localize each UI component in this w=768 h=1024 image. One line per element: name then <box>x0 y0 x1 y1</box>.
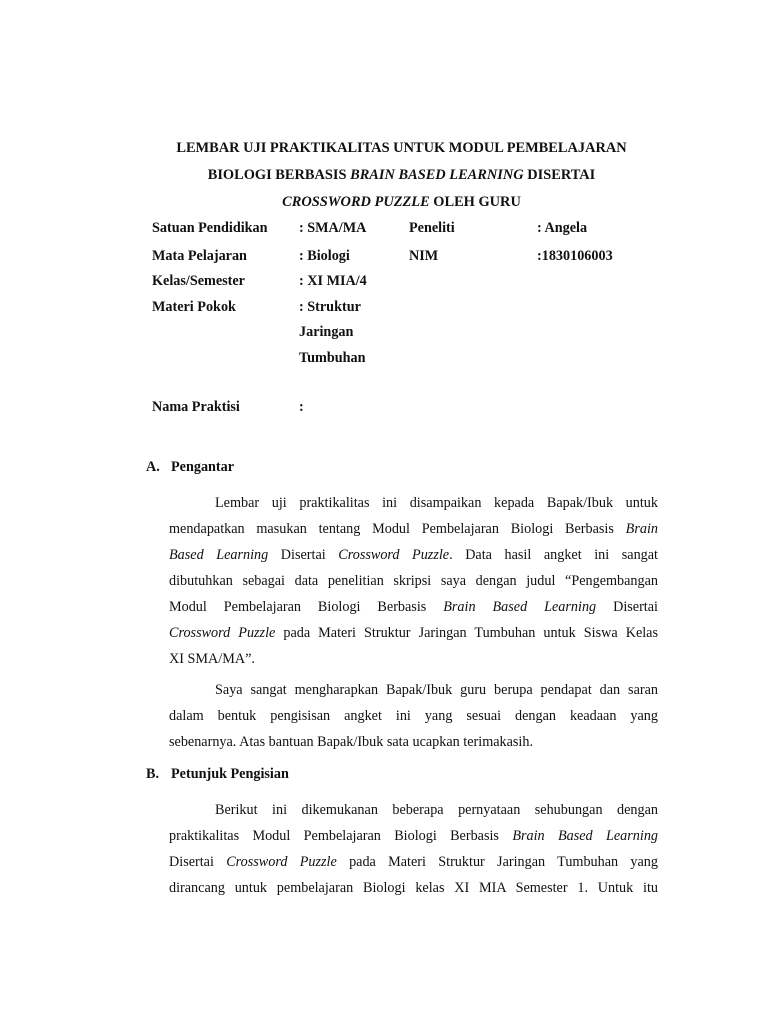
paragraph-line: Berikut ini dikemukanan beberapa pernyataan sehubungan dengan <box>215 802 658 818</box>
section-a-paragraph-1 <box>169 490 658 672</box>
italic-text-run: Crossword Puzzle <box>226 854 337 870</box>
paragraph-line: dalam bentuk pengisisan angket ini yang sesuai dengan keadaan yang <box>169 708 658 724</box>
text-run: Disertai <box>268 547 339 563</box>
nim-value: :1830106003 <box>537 248 613 264</box>
section-a-number: A. <box>146 459 160 475</box>
title-line-2 <box>100 162 703 189</box>
section-b-paragraph-1 <box>169 797 658 901</box>
italic-text-run: Brain Based Learning <box>512 828 659 844</box>
materi-value-line-1: : Struktur <box>299 299 361 315</box>
kelas-label: Kelas/Semester <box>152 273 245 289</box>
paragraph-line: Lembar uji praktikalitas ini disampaikan kepada Bapak/Ibuk untuk <box>215 495 658 511</box>
text-run: Disertai <box>169 854 227 870</box>
text-run: pada Materi Struktur Jaringan Tumbuhan yang <box>336 854 658 870</box>
text-run: mendapatkan masukan tentang Modul Pembelajaran Biologi Berbasis <box>169 521 626 537</box>
section-a-paragraph-2 <box>169 677 658 755</box>
paragraph-line: Saya sangat mengharapkan Bapak/Ibuk guru berupa pendapat dan saran <box>215 682 658 698</box>
peneliti-value: : Angela <box>537 220 588 236</box>
paragraph-line <box>169 849 658 875</box>
paragraph-line <box>169 594 658 620</box>
title-line-3 <box>100 189 703 216</box>
praktisi-value: : <box>299 399 304 415</box>
paragraph-line: sebenarnya. Atas bantuan Bapak/Ibuk sata ucapkan terimakasih. <box>169 734 534 750</box>
praktisi-label: Nama Praktisi <box>152 399 240 415</box>
paragraph-line <box>169 620 658 646</box>
italic-text-run: Crossword Puzzle <box>338 547 450 563</box>
mapel-value: : Biologi <box>299 248 350 264</box>
text-run: Disertai <box>596 599 658 615</box>
title-text: OLEH GURU <box>429 194 521 210</box>
mapel-label: Mata Pelajaran <box>152 248 247 264</box>
title-italic-text: BRAIN BASED LEARNING <box>350 167 524 183</box>
materi-value-line-3: Tumbuhan <box>299 350 366 366</box>
paragraph-line <box>169 823 658 849</box>
italic-text-run: Brain <box>625 521 658 537</box>
section-b-number: B. <box>146 766 160 782</box>
text-run: . Data hasil angket ini sangat <box>449 547 658 563</box>
italic-text-run: Crossword Puzzle <box>169 625 276 641</box>
title-text: BIOLOGI BERBASIS <box>207 167 351 183</box>
section-b-title: Petunjuk Pengisian <box>171 766 289 782</box>
nim-label: NIM <box>409 248 439 264</box>
text-run: pada Materi Struktur Jaringan Tumbuhan untuk Siswa Kelas <box>275 625 658 641</box>
italic-text-run: Based Learning <box>169 547 269 563</box>
title-line-1: LEMBAR UJI PRAKTIKALITAS UNTUK MODUL PEMBELAJARAN <box>176 140 627 156</box>
satuan-label: Satuan Pendidikan <box>152 220 268 236</box>
materi-label: Materi Pokok <box>152 299 236 315</box>
section-a-heading <box>146 459 234 476</box>
section-a-title: Pengantar <box>171 459 235 475</box>
section-b-heading <box>146 766 289 783</box>
italic-text-run: Brain Based Learning <box>443 599 597 615</box>
title-italic-text: CROSSWORD PUZZLE <box>282 194 430 210</box>
text-run: praktikalitas Modul Pembelajaran Biologi Berbasis <box>169 828 513 844</box>
satuan-value: : SMA/MA <box>299 220 367 236</box>
text-run: Modul Pembelajaran Biologi Berbasis <box>169 599 444 615</box>
paragraph-line: dibutuhkan sebagai data penelitian skripsi saya dengan judul “Pengembangan <box>169 573 658 589</box>
peneliti-label: Peneliti <box>409 220 455 236</box>
paragraph-line <box>169 516 658 542</box>
paragraph-line: XI SMA/MA”. <box>169 651 255 667</box>
document-title <box>100 135 703 216</box>
kelas-value: : XI MIA/4 <box>299 273 367 289</box>
title-text: DISERTAI <box>523 167 596 183</box>
paragraph-line <box>169 542 658 568</box>
paragraph-line: dirancang untuk pembelajaran Biologi kelas XI MIA Semester 1. Untuk itu <box>169 880 658 896</box>
materi-value-line-2: Jaringan <box>299 324 354 340</box>
